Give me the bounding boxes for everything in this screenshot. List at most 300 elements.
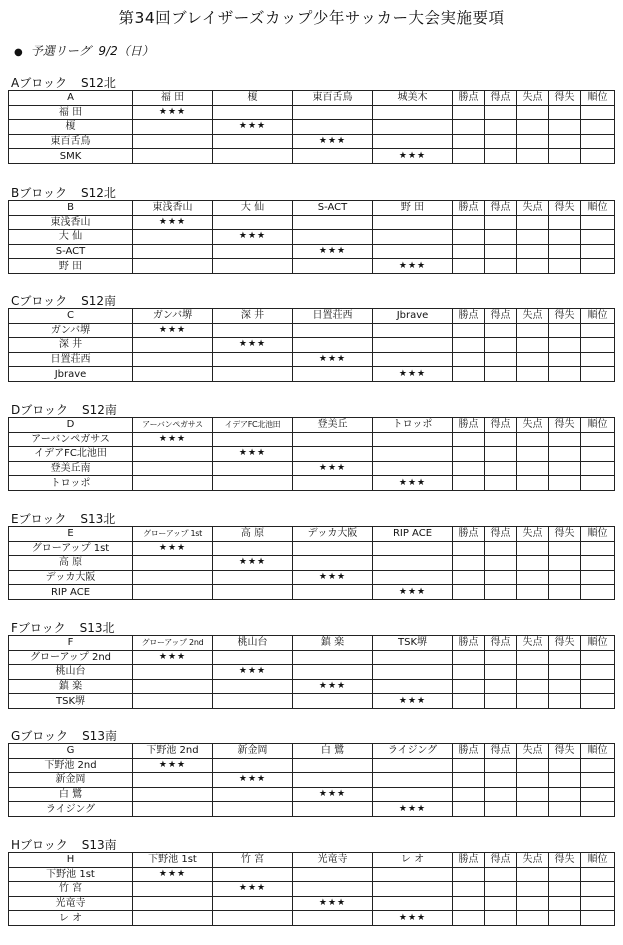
team-name: SMK <box>9 149 133 164</box>
stat-cell <box>485 352 517 367</box>
block-heading <box>11 186 618 200</box>
block-category: S12北 <box>81 186 116 200</box>
result-cell <box>133 882 213 897</box>
stat-header: 順位 <box>581 201 615 216</box>
stat-cell <box>581 323 615 338</box>
self-match-mark: ★★★ <box>213 882 293 897</box>
block-g <box>8 729 618 817</box>
team-row <box>9 323 615 338</box>
league-table <box>8 635 615 709</box>
session-date: 9/2（日） <box>98 44 154 58</box>
result-cell <box>213 867 293 882</box>
team-name: 福 田 <box>9 105 133 120</box>
stat-cell <box>453 120 485 135</box>
stat-cell <box>485 323 517 338</box>
result-cell <box>293 367 373 382</box>
stat-cell <box>581 570 615 585</box>
result-cell <box>293 476 373 491</box>
team-name: グローアップ 1st <box>9 541 133 556</box>
stat-cell <box>549 802 581 817</box>
stat-cell <box>581 556 615 571</box>
column-team-header: 東百舌鳥 <box>293 91 373 106</box>
team-row <box>9 882 615 897</box>
stat-cell <box>453 432 485 447</box>
self-match-mark: ★★★ <box>133 105 213 120</box>
league-table <box>8 200 615 274</box>
stat-cell <box>549 105 581 120</box>
column-team-header: イデアFC北池田 <box>213 418 293 433</box>
column-team-header: 竹 宮 <box>213 853 293 868</box>
self-match-mark: ★★★ <box>133 432 213 447</box>
stat-cell <box>485 867 517 882</box>
stat-header: 得点 <box>485 636 517 651</box>
stat-cell <box>581 432 615 447</box>
result-cell <box>373 758 453 773</box>
stat-cell <box>517 230 549 245</box>
stat-header: 順位 <box>581 91 615 106</box>
stat-cell <box>453 338 485 353</box>
self-match-mark: ★★★ <box>373 149 453 164</box>
stat-cell <box>581 665 615 680</box>
stat-cell <box>549 911 581 926</box>
stat-cell <box>581 105 615 120</box>
stat-cell <box>517 367 549 382</box>
result-cell <box>213 787 293 802</box>
result-cell <box>373 679 453 694</box>
column-team-header: S-ACT <box>293 201 373 216</box>
block-heading <box>11 838 618 852</box>
column-team-header: アーバンペガサス <box>133 418 213 433</box>
stat-cell <box>453 679 485 694</box>
column-team-header: 桃山台 <box>213 636 293 651</box>
result-cell <box>133 230 213 245</box>
stat-cell <box>549 230 581 245</box>
stat-cell <box>517 787 549 802</box>
self-match-mark: ★★★ <box>213 120 293 135</box>
block-letter-cell: G <box>9 744 133 759</box>
self-match-mark: ★★★ <box>213 773 293 788</box>
stat-cell <box>581 259 615 274</box>
stat-cell <box>485 787 517 802</box>
stat-header: 失点 <box>517 91 549 106</box>
result-cell <box>133 134 213 149</box>
stat-cell <box>453 787 485 802</box>
team-row <box>9 432 615 447</box>
result-cell <box>373 461 453 476</box>
column-team-header: 新金岡 <box>213 744 293 759</box>
block-heading <box>11 729 618 743</box>
block-title: Gブロック <box>11 729 69 743</box>
self-match-mark: ★★★ <box>213 338 293 353</box>
result-cell <box>213 432 293 447</box>
team-name: 榎 <box>9 120 133 135</box>
self-match-mark: ★★★ <box>293 570 373 585</box>
stat-cell <box>549 352 581 367</box>
stat-cell <box>485 244 517 259</box>
self-match-mark: ★★★ <box>373 585 453 600</box>
result-cell <box>213 244 293 259</box>
result-cell <box>293 323 373 338</box>
stat-cell <box>549 570 581 585</box>
stat-cell <box>581 694 615 709</box>
stat-cell <box>453 802 485 817</box>
team-name: 東浅香山 <box>9 215 133 230</box>
block-title: Fブロック <box>11 621 66 635</box>
stat-cell <box>517 476 549 491</box>
self-match-mark: ★★★ <box>213 556 293 571</box>
stat-cell <box>517 773 549 788</box>
stat-header: 勝点 <box>453 309 485 324</box>
team-name: 高 原 <box>9 556 133 571</box>
self-match-mark: ★★★ <box>373 476 453 491</box>
stat-cell <box>581 882 615 897</box>
page-title: 第34回ブレイザーズカップ少年サッカー大会実施要項 <box>118 9 505 27</box>
stat-cell <box>517 105 549 120</box>
self-match-mark: ★★★ <box>373 259 453 274</box>
team-row <box>9 541 615 556</box>
stat-cell <box>549 896 581 911</box>
stat-cell <box>549 120 581 135</box>
stat-cell <box>549 787 581 802</box>
result-cell <box>293 773 373 788</box>
result-cell <box>293 911 373 926</box>
stat-header: 失点 <box>517 309 549 324</box>
team-name: ガンバ堺 <box>9 323 133 338</box>
stat-cell <box>485 882 517 897</box>
result-cell <box>293 650 373 665</box>
result-cell <box>293 665 373 680</box>
stat-cell <box>517 541 549 556</box>
result-cell <box>213 476 293 491</box>
stat-cell <box>517 570 549 585</box>
block-heading <box>11 403 618 417</box>
stat-cell <box>581 134 615 149</box>
team-name: 白 鷺 <box>9 787 133 802</box>
stat-cell <box>517 585 549 600</box>
result-cell <box>213 650 293 665</box>
team-row <box>9 367 615 382</box>
result-cell <box>213 215 293 230</box>
stat-cell <box>549 773 581 788</box>
stat-cell <box>485 149 517 164</box>
stat-header: 勝点 <box>453 853 485 868</box>
stat-cell <box>517 867 549 882</box>
result-cell <box>373 787 453 802</box>
stat-cell <box>485 134 517 149</box>
block-f <box>8 621 618 709</box>
result-cell <box>133 461 213 476</box>
block-category: S12南 <box>81 294 117 308</box>
result-cell <box>293 585 373 600</box>
team-name: アーバンペガサス <box>9 432 133 447</box>
stat-cell <box>517 149 549 164</box>
result-cell <box>133 802 213 817</box>
self-match-mark: ★★★ <box>133 541 213 556</box>
self-match-mark: ★★★ <box>133 758 213 773</box>
stat-cell <box>485 541 517 556</box>
column-team-header: 城美木 <box>373 91 453 106</box>
stat-header: 勝点 <box>453 201 485 216</box>
block-category: S13南 <box>82 729 117 743</box>
stat-cell <box>485 367 517 382</box>
stat-cell <box>549 882 581 897</box>
team-row <box>9 665 615 680</box>
team-name: デッカ大阪 <box>9 570 133 585</box>
team-name: 野 田 <box>9 259 133 274</box>
block-b <box>8 186 618 274</box>
column-team-header: トロッポ <box>373 418 453 433</box>
stat-cell <box>453 259 485 274</box>
column-team-header: デッカ大阪 <box>293 527 373 542</box>
stat-header: 順位 <box>581 309 615 324</box>
team-name: 日置荘西 <box>9 352 133 367</box>
stat-cell <box>453 244 485 259</box>
result-cell <box>133 665 213 680</box>
result-cell <box>293 259 373 274</box>
column-team-header: 光竜寺 <box>293 853 373 868</box>
stat-header: 勝点 <box>453 527 485 542</box>
stat-cell <box>549 215 581 230</box>
column-team-header: 鎮 楽 <box>293 636 373 651</box>
stat-cell <box>517 882 549 897</box>
stat-cell <box>453 758 485 773</box>
self-match-mark: ★★★ <box>373 367 453 382</box>
session-heading <box>14 42 154 59</box>
stat-cell <box>453 230 485 245</box>
stat-cell <box>581 802 615 817</box>
league-table <box>8 417 615 491</box>
result-cell <box>293 432 373 447</box>
stat-header: 得点 <box>485 91 517 106</box>
result-cell <box>373 120 453 135</box>
block-title: Bブロック <box>11 186 67 200</box>
result-cell <box>213 896 293 911</box>
result-cell <box>213 352 293 367</box>
stat-cell <box>549 541 581 556</box>
block-category: S13北 <box>79 621 115 635</box>
header-row <box>9 418 615 433</box>
stat-header: 得失 <box>549 309 581 324</box>
stat-cell <box>453 447 485 462</box>
result-cell <box>373 134 453 149</box>
team-row <box>9 802 615 817</box>
team-name: ライジング <box>9 802 133 817</box>
self-match-mark: ★★★ <box>293 244 373 259</box>
stat-cell <box>517 352 549 367</box>
stat-cell <box>485 802 517 817</box>
stat-cell <box>485 215 517 230</box>
team-row <box>9 259 615 274</box>
stat-cell <box>581 650 615 665</box>
team-name: レ オ <box>9 911 133 926</box>
self-match-mark: ★★★ <box>133 650 213 665</box>
stat-cell <box>453 882 485 897</box>
stat-cell <box>485 694 517 709</box>
column-team-header: Jbrave <box>373 309 453 324</box>
stat-cell <box>453 461 485 476</box>
stat-cell <box>581 911 615 926</box>
block-letter-cell: F <box>9 636 133 651</box>
result-cell <box>213 134 293 149</box>
stat-cell <box>549 679 581 694</box>
stat-header: 順位 <box>581 527 615 542</box>
stat-cell <box>517 802 549 817</box>
team-row <box>9 476 615 491</box>
stat-cell <box>485 120 517 135</box>
stat-cell <box>453 352 485 367</box>
stat-header: 失点 <box>517 527 549 542</box>
result-cell <box>133 570 213 585</box>
stat-header: 得失 <box>549 636 581 651</box>
stat-header: 勝点 <box>453 418 485 433</box>
column-team-header: 白 鷺 <box>293 744 373 759</box>
stat-cell <box>453 105 485 120</box>
stat-cell <box>517 134 549 149</box>
column-team-header: 榎 <box>213 91 293 106</box>
header-row <box>9 636 615 651</box>
stat-cell <box>581 773 615 788</box>
stat-header: 勝点 <box>453 91 485 106</box>
block-category: S13北 <box>80 512 116 526</box>
stat-header: 得点 <box>485 201 517 216</box>
result-cell <box>133 244 213 259</box>
column-team-header: ガンバ堺 <box>133 309 213 324</box>
bullet-icon: ● <box>14 47 23 58</box>
team-name: 鎮 楽 <box>9 679 133 694</box>
result-cell <box>373 556 453 571</box>
stat-header: 失点 <box>517 853 549 868</box>
column-team-header: レ オ <box>373 853 453 868</box>
stat-cell <box>453 867 485 882</box>
result-cell <box>373 665 453 680</box>
result-cell <box>293 867 373 882</box>
stat-cell <box>453 134 485 149</box>
block-letter-cell: E <box>9 527 133 542</box>
stat-cell <box>485 447 517 462</box>
result-cell <box>133 149 213 164</box>
self-match-mark: ★★★ <box>293 461 373 476</box>
block-title: Hブロック <box>11 838 68 852</box>
result-cell <box>213 461 293 476</box>
stat-header: 勝点 <box>453 744 485 759</box>
result-cell <box>133 896 213 911</box>
result-cell <box>293 882 373 897</box>
league-table <box>8 852 615 926</box>
result-cell <box>293 120 373 135</box>
stat-cell <box>549 867 581 882</box>
stat-cell <box>485 585 517 600</box>
result-cell <box>213 802 293 817</box>
stat-cell <box>517 244 549 259</box>
stat-cell <box>453 323 485 338</box>
team-row <box>9 105 615 120</box>
stat-cell <box>485 556 517 571</box>
stat-cell <box>453 570 485 585</box>
self-match-mark: ★★★ <box>133 867 213 882</box>
stat-cell <box>517 259 549 274</box>
stat-cell <box>517 461 549 476</box>
result-cell <box>293 556 373 571</box>
column-team-header: 深 井 <box>213 309 293 324</box>
stat-cell <box>485 105 517 120</box>
result-cell <box>133 556 213 571</box>
stat-header: 得失 <box>549 201 581 216</box>
result-cell <box>293 447 373 462</box>
block-title: Eブロック <box>11 512 67 526</box>
stat-cell <box>517 665 549 680</box>
stat-cell <box>517 215 549 230</box>
block-e <box>8 512 618 600</box>
league-table <box>8 743 615 817</box>
team-name: 下野池 1st <box>9 867 133 882</box>
team-name: 東百舌鳥 <box>9 134 133 149</box>
block-title: Dブロック <box>11 403 69 417</box>
stat-header: 得失 <box>549 91 581 106</box>
stat-cell <box>581 461 615 476</box>
stat-cell <box>485 338 517 353</box>
column-team-header: 下野池 1st <box>133 853 213 868</box>
result-cell <box>293 338 373 353</box>
stat-cell <box>549 338 581 353</box>
result-cell <box>213 323 293 338</box>
stat-cell <box>485 461 517 476</box>
stat-header: 得点 <box>485 309 517 324</box>
team-row <box>9 694 615 709</box>
result-cell <box>213 149 293 164</box>
stat-cell <box>485 773 517 788</box>
block-category: S12南 <box>82 403 117 417</box>
result-cell <box>133 476 213 491</box>
stat-header: 順位 <box>581 744 615 759</box>
result-cell <box>213 105 293 120</box>
column-team-header: グローアップ 1st <box>133 527 213 542</box>
block-title: Aブロック <box>11 76 67 90</box>
self-match-mark: ★★★ <box>293 787 373 802</box>
result-cell <box>293 694 373 709</box>
stat-header: 失点 <box>517 201 549 216</box>
team-name: 下野池 2nd <box>9 758 133 773</box>
block-letter-cell: B <box>9 201 133 216</box>
stat-cell <box>453 650 485 665</box>
stat-cell <box>453 149 485 164</box>
stat-cell <box>581 215 615 230</box>
team-row <box>9 758 615 773</box>
stat-cell <box>453 476 485 491</box>
result-cell <box>373 867 453 882</box>
stat-cell <box>517 432 549 447</box>
block-heading <box>11 76 618 90</box>
team-name: 大 仙 <box>9 230 133 245</box>
result-cell <box>373 773 453 788</box>
team-row <box>9 867 615 882</box>
column-team-header: 福 田 <box>133 91 213 106</box>
stat-cell <box>485 230 517 245</box>
team-row <box>9 352 615 367</box>
stat-cell <box>517 911 549 926</box>
self-match-mark: ★★★ <box>293 134 373 149</box>
block-category: S13南 <box>81 838 117 852</box>
block-d <box>8 403 618 491</box>
result-cell <box>373 230 453 245</box>
column-team-header: TSK堺 <box>373 636 453 651</box>
stat-cell <box>485 259 517 274</box>
self-match-mark: ★★★ <box>133 215 213 230</box>
stat-cell <box>549 461 581 476</box>
team-name: 登美丘南 <box>9 461 133 476</box>
team-row <box>9 787 615 802</box>
result-cell <box>373 338 453 353</box>
stat-cell <box>581 367 615 382</box>
